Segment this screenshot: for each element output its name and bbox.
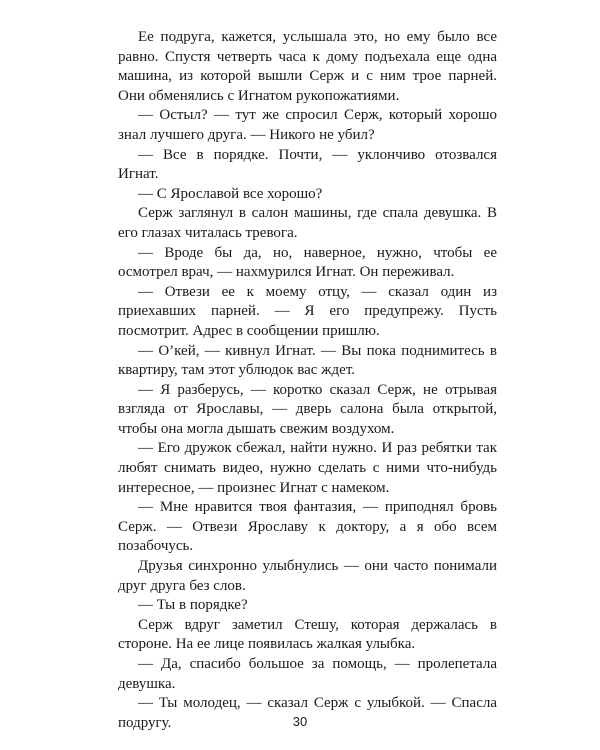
paragraph: Серж вдруг заметил Стешу, которая держалась в стороне. На ее лице появилась жалкая улыбка. bbox=[118, 616, 497, 653]
paragraph: — Остыл? — тут же спросил Серж, который хорошо знал лучшего друга. — Никого не убил? bbox=[118, 107, 497, 143]
paragraph: — Вроде бы да, но, наверное, нужно, чтобы ее осмотрел врач, — нахмурился Игнат. Он переживал. bbox=[118, 244, 497, 281]
paragraph: — Ты молодец, — сказал Серж с улыбкой. — Спасла подругу. bbox=[118, 695, 497, 731]
page-body bbox=[118, 28, 497, 733]
paragraph: — О’кей, — кивнул Игнат. — Вы пока поднимитесь в квартиру, там этот ублюдок вас ждет. bbox=[118, 342, 497, 379]
paragraph: — С Ярославой все хорошо? bbox=[138, 185, 323, 202]
paragraph: — Мне нравится твоя фантазия, — приподнял бровь Серж. — Отвези Ярославу к доктору, а я обо всем позабочусь. bbox=[118, 499, 497, 555]
paragraph: Серж заглянул в салон машины, где спала девушка. В его глазах читалась тревога. bbox=[118, 205, 497, 241]
paragraph: Ее подруга, кажется, услышала это, но ему было все равно. Спустя четверть часа к дому подъехала еще одна машина, из которой вышли Серж и с ним трое парней. Они обменялись с Игнатом рукопожатиями. bbox=[118, 29, 497, 104]
paragraph: — Его дружок сбежал, найти нужно. И раз ребятки так любят снимать видео, нужно сделать с ними что-нибудь интересное, — произнес Игнат с намеком. bbox=[118, 440, 497, 496]
paragraph: — Ты в порядке? bbox=[138, 597, 248, 614]
paragraph: Друзья синхронно улыбнулись — они часто понимали друг друга без слов. bbox=[118, 558, 497, 594]
paragraph: — Отвези ее к моему отцу, — сказал один из приехавших парней. — Я его предупрежу. Пусть посмотрит. Адрес в сообщении пришлю. bbox=[118, 283, 497, 339]
paragraph: — Да, спасибо большое за помощь, — пролепетала девушка. bbox=[118, 656, 497, 692]
paragraph: — Все в порядке. Почти, — уклончиво отозвался Игнат. bbox=[118, 146, 497, 183]
page-number: 30 bbox=[292, 714, 308, 729]
paragraph: — Я разберусь, — коротко сказал Серж, не отрывая взгляда от Ярославы, — дверь салона была открытой, чтобы она могла дышать свежим воздухом. bbox=[118, 381, 497, 437]
